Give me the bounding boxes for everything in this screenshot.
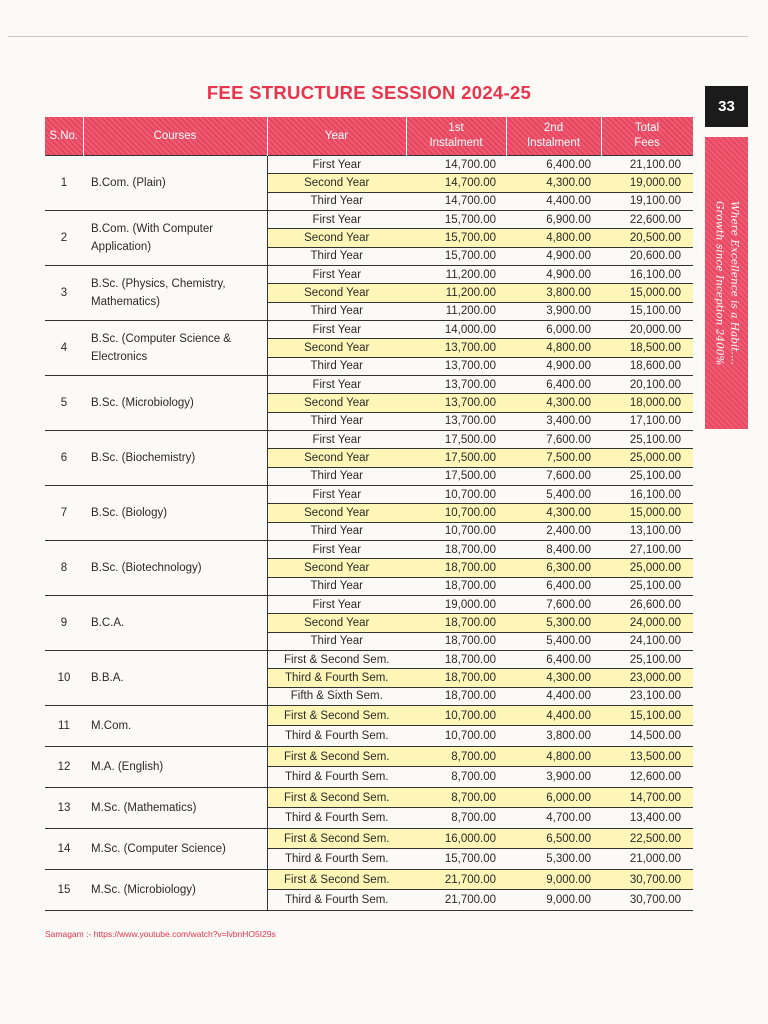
year-cell: Second Year xyxy=(267,284,406,302)
table-row xyxy=(45,540,693,558)
total-fees-cell: 23,100.00 xyxy=(601,687,693,705)
total-fees-cell: 12,600.00 xyxy=(601,767,693,788)
fee-structure-table xyxy=(45,117,694,911)
second-instalment-cell: 4,400.00 xyxy=(506,687,601,705)
total-fees-cell: 19,100.00 xyxy=(601,192,693,210)
total-fees-cell: 13,500.00 xyxy=(601,746,693,767)
course-name: M.Sc. (Mathematics) xyxy=(83,787,267,828)
second-instalment-cell: 5,400.00 xyxy=(506,485,601,503)
page-number: 33 xyxy=(705,86,748,127)
first-instalment-cell: 15,700.00 xyxy=(406,210,506,228)
total-fees-cell: 18,000.00 xyxy=(601,394,693,412)
second-instalment-cell: 2,400.00 xyxy=(506,522,601,540)
total-fees-cell: 24,100.00 xyxy=(601,632,693,650)
first-instalment-cell: 18,700.00 xyxy=(406,632,506,650)
table-header-row xyxy=(45,117,693,156)
course-serial-number: 9 xyxy=(45,595,83,650)
total-fees-cell: 13,100.00 xyxy=(601,522,693,540)
total-fees-cell: 14,700.00 xyxy=(601,787,693,808)
course-name: B.Sc. (Microbiology) xyxy=(83,375,267,430)
total-fees-cell: 22,500.00 xyxy=(601,828,693,849)
table-row xyxy=(45,869,693,890)
second-instalment-cell: 3,900.00 xyxy=(506,302,601,320)
course-serial-number: 10 xyxy=(45,650,83,705)
total-fees-cell: 15,000.00 xyxy=(601,504,693,522)
second-instalment-cell: 6,900.00 xyxy=(506,210,601,228)
second-instalment-cell: 9,000.00 xyxy=(506,890,601,911)
year-cell: Third Year xyxy=(267,632,406,650)
first-instalment-cell: 16,000.00 xyxy=(406,828,506,849)
first-instalment-cell: 8,700.00 xyxy=(406,746,506,767)
year-cell: Third & Fourth Sem. xyxy=(267,849,406,870)
first-instalment-cell: 14,700.00 xyxy=(406,174,506,192)
year-cell: Second Year xyxy=(267,174,406,192)
course-serial-number: 1 xyxy=(45,156,83,211)
year-cell: First & Second Sem. xyxy=(267,787,406,808)
total-fees-cell: 30,700.00 xyxy=(601,890,693,911)
second-instalment-cell: 4,300.00 xyxy=(506,174,601,192)
top-rule xyxy=(8,36,748,37)
second-instalment-cell: 4,900.00 xyxy=(506,357,601,375)
second-instalment-cell: 7,600.00 xyxy=(506,430,601,448)
first-instalment-cell: 10,700.00 xyxy=(406,504,506,522)
total-fees-cell: 25,100.00 xyxy=(601,577,693,595)
second-instalment-cell: 6,500.00 xyxy=(506,828,601,849)
total-fees-cell: 25,100.00 xyxy=(601,467,693,485)
first-instalment-cell: 10,700.00 xyxy=(406,705,506,726)
first-instalment-cell: 13,700.00 xyxy=(406,375,506,393)
first-instalment-cell: 18,700.00 xyxy=(406,669,506,687)
second-instalment-cell: 7,600.00 xyxy=(506,595,601,613)
first-instalment-cell: 10,700.00 xyxy=(406,726,506,747)
first-instalment-cell: 17,500.00 xyxy=(406,467,506,485)
first-instalment-cell: 13,700.00 xyxy=(406,394,506,412)
total-fees-cell: 20,100.00 xyxy=(601,375,693,393)
first-instalment-cell: 10,700.00 xyxy=(406,522,506,540)
year-cell: Third & Fourth Sem. xyxy=(267,808,406,829)
first-instalment-cell: 14,700.00 xyxy=(406,192,506,210)
first-instalment-cell: 15,700.00 xyxy=(406,229,506,247)
course-name: B.Sc. (Physics, Chemistry, Mathematics) xyxy=(83,265,267,320)
first-instalment-cell: 11,200.00 xyxy=(406,265,506,283)
second-instalment-cell: 4,900.00 xyxy=(506,265,601,283)
year-cell: First Year xyxy=(267,485,406,503)
course-serial-number: 8 xyxy=(45,540,83,595)
total-fees-cell: 25,100.00 xyxy=(601,430,693,448)
second-instalment-cell: 3,900.00 xyxy=(506,767,601,788)
course-serial-number: 7 xyxy=(45,485,83,540)
total-fees-cell: 26,600.00 xyxy=(601,595,693,613)
second-instalment-cell: 5,300.00 xyxy=(506,849,601,870)
year-cell: Third Year xyxy=(267,467,406,485)
total-fees-cell: 18,600.00 xyxy=(601,357,693,375)
course-serial-number: 11 xyxy=(45,705,83,746)
course-serial-number: 4 xyxy=(45,320,83,375)
year-cell: Fifth & Sixth Sem. xyxy=(267,687,406,705)
page-title: FEE STRUCTURE SESSION 2024-25 xyxy=(206,82,532,103)
second-instalment-cell: 5,400.00 xyxy=(506,632,601,650)
first-instalment-cell: 21,700.00 xyxy=(406,869,506,890)
table-row xyxy=(45,375,693,393)
second-instalment-cell: 4,800.00 xyxy=(506,339,601,357)
total-fees-cell: 14,500.00 xyxy=(601,726,693,747)
course-name: B.Com. (Plain) xyxy=(83,156,267,211)
second-instalment-cell: 6,000.00 xyxy=(506,320,601,338)
course-name: M.Sc. (Computer Science) xyxy=(83,828,267,869)
table-row xyxy=(45,650,693,668)
course-serial-number: 3 xyxy=(45,265,83,320)
year-cell: Second Year xyxy=(267,229,406,247)
total-fees-cell: 30,700.00 xyxy=(601,869,693,890)
second-instalment-cell: 8,400.00 xyxy=(506,540,601,558)
year-cell: First Year xyxy=(267,595,406,613)
second-instalment-cell: 4,700.00 xyxy=(506,808,601,829)
second-instalment-cell: 6,400.00 xyxy=(506,650,601,668)
year-cell: Third Year xyxy=(267,247,406,265)
second-instalment-cell: 6,000.00 xyxy=(506,787,601,808)
total-fees-cell: 13,400.00 xyxy=(601,808,693,829)
header-first-instalment: 1st Instalment xyxy=(406,117,506,156)
course-serial-number: 13 xyxy=(45,787,83,828)
total-fees-cell: 20,600.00 xyxy=(601,247,693,265)
first-instalment-cell: 14,700.00 xyxy=(406,156,506,174)
year-cell: First Year xyxy=(267,430,406,448)
table-row xyxy=(45,828,693,849)
header-year: Year xyxy=(267,117,406,156)
year-cell: Third & Fourth Sem. xyxy=(267,726,406,747)
side-tagline xyxy=(712,201,742,365)
footer-link-text: Samagam :- https://www.youtube.com/watch?v=lvbnHO5I29s xyxy=(45,929,276,939)
year-cell: First Year xyxy=(267,375,406,393)
course-name: B.Com. (With Computer Application) xyxy=(83,210,267,265)
second-instalment-cell: 4,900.00 xyxy=(506,247,601,265)
year-cell: First & Second Sem. xyxy=(267,828,406,849)
first-instalment-cell: 21,700.00 xyxy=(406,890,506,911)
fee-table-container xyxy=(45,117,693,911)
course-serial-number: 6 xyxy=(45,430,83,485)
total-fees-cell: 16,100.00 xyxy=(601,485,693,503)
second-instalment-cell: 3,400.00 xyxy=(506,412,601,430)
first-instalment-cell: 8,700.00 xyxy=(406,767,506,788)
first-instalment-cell: 11,200.00 xyxy=(406,284,506,302)
first-instalment-cell: 18,700.00 xyxy=(406,687,506,705)
second-instalment-cell: 4,300.00 xyxy=(506,394,601,412)
year-cell: First & Second Sem. xyxy=(267,705,406,726)
header-total-fees: Total Fees xyxy=(601,117,693,156)
total-fees-cell: 15,100.00 xyxy=(601,705,693,726)
first-instalment-cell: 8,700.00 xyxy=(406,808,506,829)
course-serial-number: 15 xyxy=(45,869,83,910)
year-cell: Second Year xyxy=(267,394,406,412)
second-instalment-cell: 4,400.00 xyxy=(506,192,601,210)
year-cell: Third Year xyxy=(267,522,406,540)
first-instalment-cell: 17,500.00 xyxy=(406,430,506,448)
first-instalment-cell: 14,000.00 xyxy=(406,320,506,338)
first-instalment-cell: 13,700.00 xyxy=(406,339,506,357)
second-instalment-cell: 4,300.00 xyxy=(506,669,601,687)
first-instalment-cell: 13,700.00 xyxy=(406,412,506,430)
second-instalment-cell: 6,400.00 xyxy=(506,577,601,595)
total-fees-cell: 19,000.00 xyxy=(601,174,693,192)
year-cell: First Year xyxy=(267,265,406,283)
first-instalment-cell: 18,700.00 xyxy=(406,650,506,668)
table-row xyxy=(45,265,693,283)
year-cell: Second Year xyxy=(267,614,406,632)
side-tagline-tab xyxy=(705,137,748,429)
total-fees-cell: 23,000.00 xyxy=(601,669,693,687)
second-instalment-cell: 4,800.00 xyxy=(506,746,601,767)
year-cell: First Year xyxy=(267,540,406,558)
second-instalment-cell: 4,800.00 xyxy=(506,229,601,247)
course-serial-number: 12 xyxy=(45,746,83,787)
table-row xyxy=(45,787,693,808)
first-instalment-cell: 8,700.00 xyxy=(406,787,506,808)
first-instalment-cell: 18,700.00 xyxy=(406,614,506,632)
side-tagline-line1: Where Excellence is a Habit.... xyxy=(728,200,741,365)
first-instalment-cell: 13,700.00 xyxy=(406,357,506,375)
year-cell: Third Year xyxy=(267,302,406,320)
second-instalment-cell: 7,500.00 xyxy=(506,449,601,467)
table-row xyxy=(45,156,693,174)
year-cell: Third Year xyxy=(267,577,406,595)
table-row xyxy=(45,320,693,338)
total-fees-cell: 18,500.00 xyxy=(601,339,693,357)
course-serial-number: 14 xyxy=(45,828,83,869)
total-fees-cell: 21,000.00 xyxy=(601,849,693,870)
course-name: M.Com. xyxy=(83,705,267,746)
year-cell: Third Year xyxy=(267,192,406,210)
total-fees-cell: 17,100.00 xyxy=(601,412,693,430)
fee-table-body xyxy=(45,156,693,911)
course-name: B.Sc. (Biology) xyxy=(83,485,267,540)
table-row xyxy=(45,746,693,767)
second-instalment-cell: 9,000.00 xyxy=(506,869,601,890)
second-instalment-cell: 3,800.00 xyxy=(506,726,601,747)
year-cell: Third & Fourth Sem. xyxy=(267,767,406,788)
total-fees-cell: 20,500.00 xyxy=(601,229,693,247)
first-instalment-cell: 10,700.00 xyxy=(406,485,506,503)
year-cell: Second Year xyxy=(267,559,406,577)
course-serial-number: 2 xyxy=(45,210,83,265)
year-cell: First & Second Sem. xyxy=(267,650,406,668)
year-cell: Third & Fourth Sem. xyxy=(267,669,406,687)
total-fees-cell: 22,600.00 xyxy=(601,210,693,228)
first-instalment-cell: 11,200.00 xyxy=(406,302,506,320)
first-instalment-cell: 17,500.00 xyxy=(406,449,506,467)
table-row xyxy=(45,430,693,448)
year-cell: First & Second Sem. xyxy=(267,869,406,890)
total-fees-cell: 25,000.00 xyxy=(601,449,693,467)
total-fees-cell: 25,100.00 xyxy=(601,650,693,668)
total-fees-cell: 16,100.00 xyxy=(601,265,693,283)
course-name: B.B.A. xyxy=(83,650,267,705)
first-instalment-cell: 19,000.00 xyxy=(406,595,506,613)
header-sno: S.No. xyxy=(45,117,83,156)
course-name: B.Sc. (Biotechnology) xyxy=(83,540,267,595)
second-instalment-cell: 6,300.00 xyxy=(506,559,601,577)
second-instalment-cell: 4,400.00 xyxy=(506,705,601,726)
year-cell: First Year xyxy=(267,320,406,338)
first-instalment-cell: 18,700.00 xyxy=(406,540,506,558)
second-instalment-cell: 6,400.00 xyxy=(506,156,601,174)
year-cell: Third & Fourth Sem. xyxy=(267,890,406,911)
first-instalment-cell: 15,700.00 xyxy=(406,849,506,870)
total-fees-cell: 21,100.00 xyxy=(601,156,693,174)
year-cell: Second Year xyxy=(267,339,406,357)
course-serial-number: 5 xyxy=(45,375,83,430)
year-cell: Third Year xyxy=(267,357,406,375)
total-fees-cell: 15,000.00 xyxy=(601,284,693,302)
course-name: M.A. (English) xyxy=(83,746,267,787)
total-fees-cell: 15,100.00 xyxy=(601,302,693,320)
second-instalment-cell: 7,600.00 xyxy=(506,467,601,485)
total-fees-cell: 27,100.00 xyxy=(601,540,693,558)
total-fees-cell: 25,000.00 xyxy=(601,559,693,577)
course-name: B.C.A. xyxy=(83,595,267,650)
header-second-instalment: 2nd Instalment xyxy=(506,117,601,156)
side-tagline-line2: Growth since Inception 2400% xyxy=(713,200,726,366)
year-cell: First & Second Sem. xyxy=(267,746,406,767)
second-instalment-cell: 3,800.00 xyxy=(506,284,601,302)
year-cell: Second Year xyxy=(267,504,406,522)
table-row xyxy=(45,485,693,503)
second-instalment-cell: 4,300.00 xyxy=(506,504,601,522)
header-courses: Courses xyxy=(83,117,267,156)
year-cell: First Year xyxy=(267,156,406,174)
first-instalment-cell: 15,700.00 xyxy=(406,247,506,265)
second-instalment-cell: 5,300.00 xyxy=(506,614,601,632)
year-cell: Third Year xyxy=(267,412,406,430)
table-row xyxy=(45,210,693,228)
year-cell: Second Year xyxy=(267,449,406,467)
first-instalment-cell: 18,700.00 xyxy=(406,577,506,595)
table-row xyxy=(45,595,693,613)
second-instalment-cell: 6,400.00 xyxy=(506,375,601,393)
course-name: B.Sc. (Computer Science & Electronics xyxy=(83,320,267,375)
year-cell: First Year xyxy=(267,210,406,228)
course-name: B.Sc. (Biochemistry) xyxy=(83,430,267,485)
total-fees-cell: 20,000.00 xyxy=(601,320,693,338)
first-instalment-cell: 18,700.00 xyxy=(406,559,506,577)
course-name: M.Sc. (Microbiology) xyxy=(83,869,267,910)
table-row xyxy=(45,705,693,726)
total-fees-cell: 24,000.00 xyxy=(601,614,693,632)
